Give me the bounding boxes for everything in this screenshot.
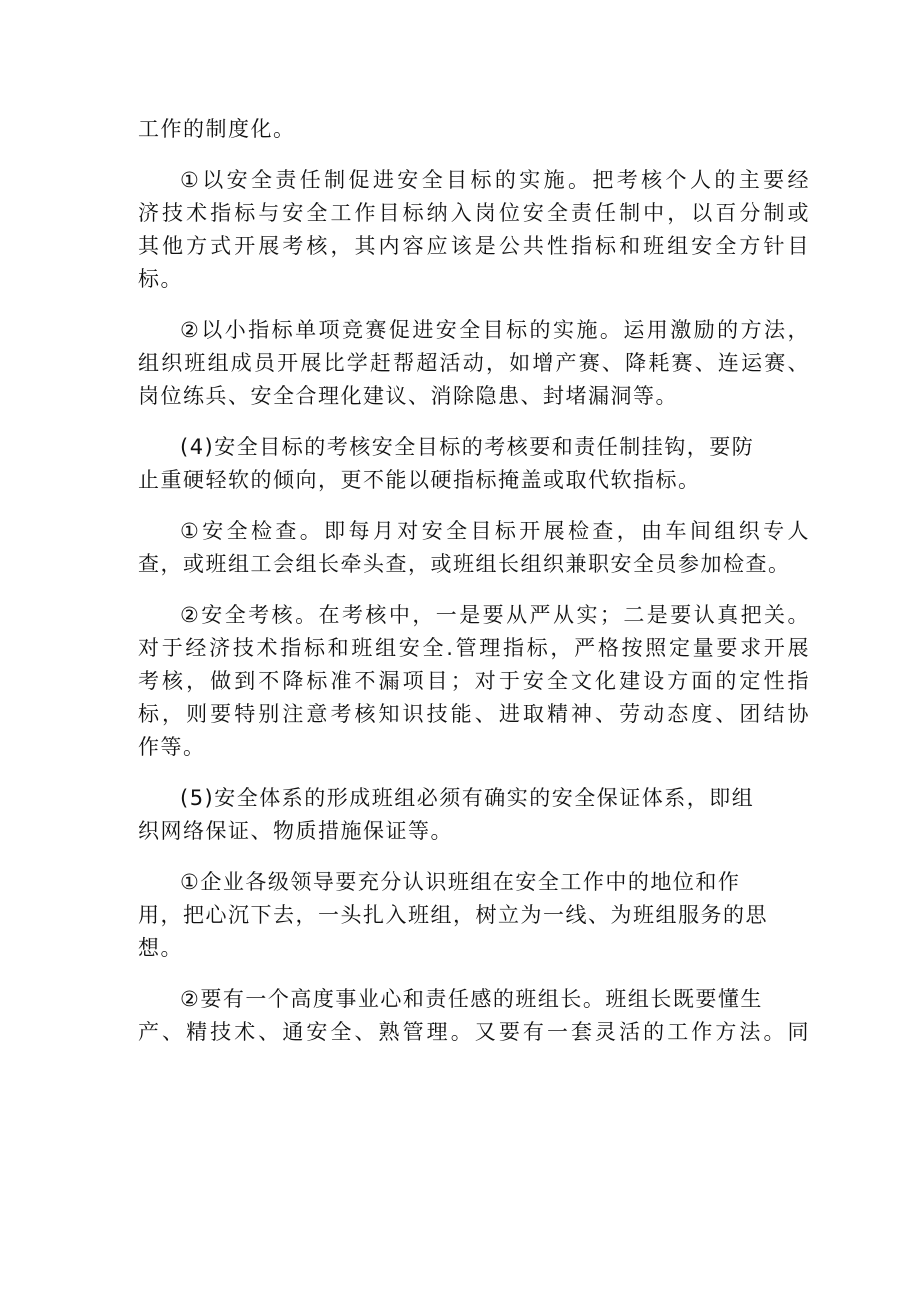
text-line: 标。 xyxy=(138,267,183,291)
text-line: 用，把心沉下去，一头扎入班组，树立为一线、为班组服务的思 xyxy=(138,903,768,927)
text-line: 济技术指标与安全工作目标纳入岗位安全责任制中，以百分制或 xyxy=(138,201,810,225)
paragraph-9 xyxy=(138,983,810,1049)
text-line: 岗位练兵、安全合理化建议、消除隐患、封堵漏洞等。 xyxy=(138,384,678,408)
paragraph-8 xyxy=(138,866,810,965)
text-line: 想。 xyxy=(138,936,183,960)
paragraph-3 xyxy=(138,314,810,413)
paragraph-4 xyxy=(138,431,810,497)
text-line: ②安全考核。在考核中，一是要从严从实；二是要认真把关。 xyxy=(180,603,810,627)
document-body xyxy=(138,113,810,1067)
text-line: 组织班组成员开展比学赶帮超活动，如增产赛、降耗赛、连运赛、 xyxy=(138,351,810,375)
text-line: (4)安全目标的考核安全目标的考核要和责任制挂钩，要防 xyxy=(180,435,755,459)
paragraph-2 xyxy=(138,164,810,296)
paragraph-5 xyxy=(138,515,810,581)
text-line: (5)安全体系的形成班组必须有确实的安全保证体系，即组 xyxy=(180,786,755,810)
paragraph-7 xyxy=(138,782,810,848)
text-line: ①以安全责任制促进安全目标的实施。把考核个人的主要经 xyxy=(180,168,810,192)
text-line: ②以小指标单项竞赛促进安全目标的实施。运用激励的方法， xyxy=(180,318,810,342)
text-line: 标，则要特别注意考核知识技能、进取精神、劳动态度、团结协 xyxy=(138,702,810,726)
text-line: 织网络保证、物质措施保证等。 xyxy=(138,819,453,843)
text-line: ①安全检查。即每月对安全目标开展检查，由车间组织专人 xyxy=(180,519,810,543)
text-line: 考核，做到不降标准不漏项目；对于安全文化建设方面的定性指 xyxy=(138,669,810,693)
text-line: 对于经济技术指标和班组安全.管理指标，严格按照定量要求开展 xyxy=(138,636,810,660)
text-line: 产、精技术、通安全、熟管理。又要有一套灵活的工作方法。同 xyxy=(138,1020,810,1044)
text-line: 其他方式开展考核，其内容应该是公共性指标和班组安全方针目 xyxy=(138,234,810,258)
text-line: 作等。 xyxy=(138,735,206,759)
paragraph-6 xyxy=(138,599,810,764)
text-line: ①企业各级领导要充分认识班组在安全工作中的地位和作 xyxy=(180,870,741,894)
text-line: ②要有一个高度事业心和责任感的班组长。班组长既要懂生 xyxy=(180,987,763,1011)
text-line: 查，或班组工会组长牵头查，或班组长组织兼职安全员参加检查。 xyxy=(138,552,791,576)
text-line: 工作的制度化。 xyxy=(138,117,296,141)
text-line: 止重硬轻软的倾向，更不能以硬指标掩盖或取代软指标。 xyxy=(138,468,701,492)
paragraph-1 xyxy=(138,113,810,146)
